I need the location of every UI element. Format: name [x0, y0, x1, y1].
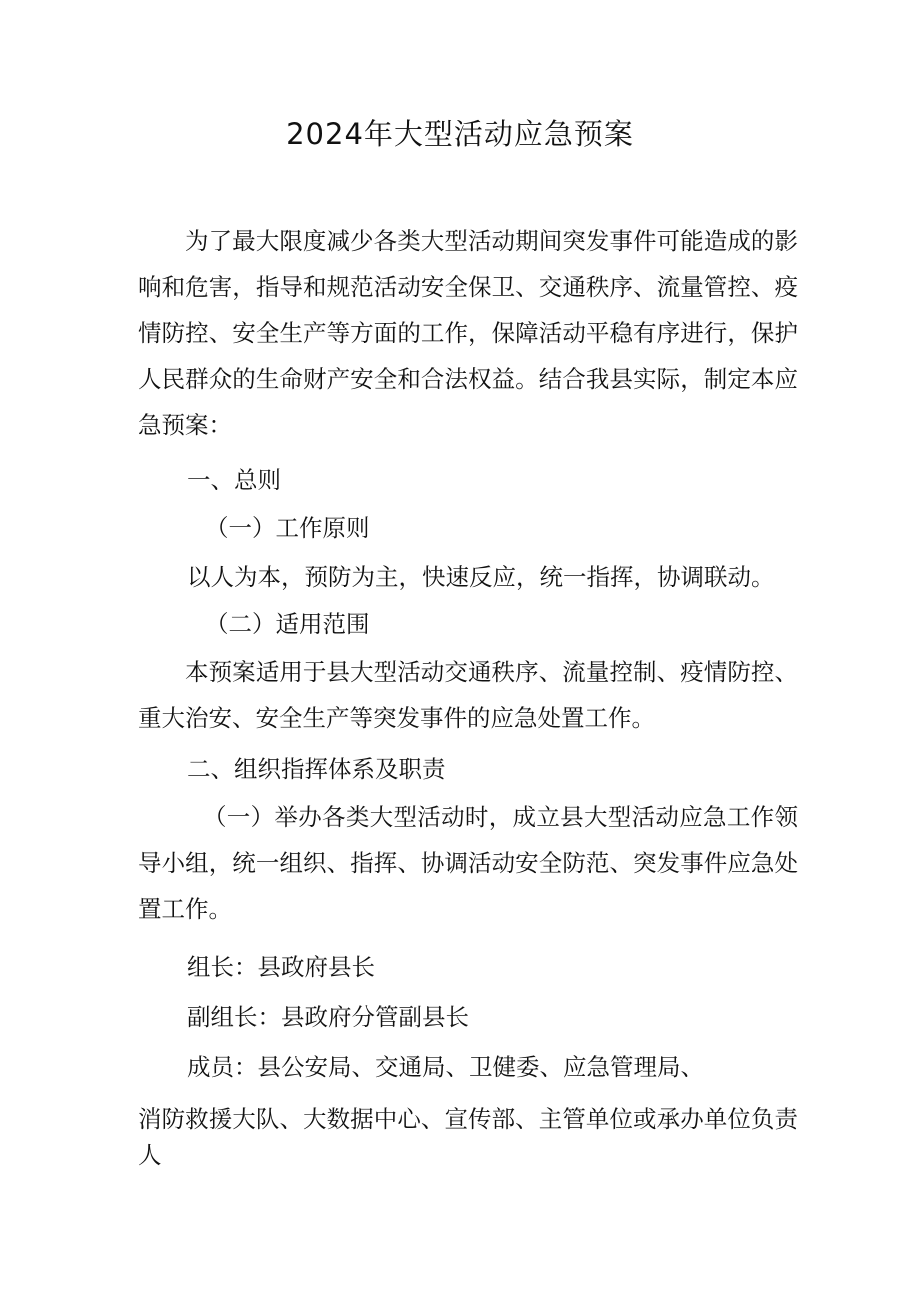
- members-line-1: 成员：县公安局、交通局、卫健委、应急管理局、: [187, 1053, 704, 1081]
- document-title: 2024年大型活动应急预案: [286, 117, 634, 151]
- intro-paragraph: 为了最大限度减少各类大型活动期间突发事件可能造成的影响和危害，指导和规范活动安全保卫、交通秩序、流量管控、疫情防控、安全生产等方面的工作，保障活动平稳有序进行，保护人民群众的生命财产安全和合法权益。结合我县实际，制定本应急预案：: [138, 227, 798, 439]
- section1-sub2-text: 本预案适用于县大型活动交通秩序、流量控制、疫情防控、重大治安、安全生产等突发事件的应急处置工作。: [138, 658, 798, 732]
- leader-line: 组长：县政府县长: [187, 953, 375, 981]
- section1-heading: 一、总则: [187, 466, 281, 494]
- deputy-leader-line: 副组长：县政府分管副县长: [187, 1003, 469, 1031]
- section1-sub1-heading: （一）工作原则: [205, 514, 370, 542]
- section2-heading: 二、组织指挥体系及职责: [187, 755, 446, 783]
- section2-sub1-text: （一）举办各类大型活动时，成立县大型活动应急工作领导小组，统一组织、指挥、协调活动安全防范、突发事件应急处置工作。: [138, 803, 798, 923]
- section1-sub2-heading: （二）适用范围: [205, 610, 370, 638]
- members-line-2: 消防救援大队、大数据中心、宣传部、主管单位或承办单位负责人: [138, 1105, 798, 1169]
- section1-sub1-text: 以人为本，预防为主，快速反应，统一指挥，协调联动。: [187, 563, 775, 591]
